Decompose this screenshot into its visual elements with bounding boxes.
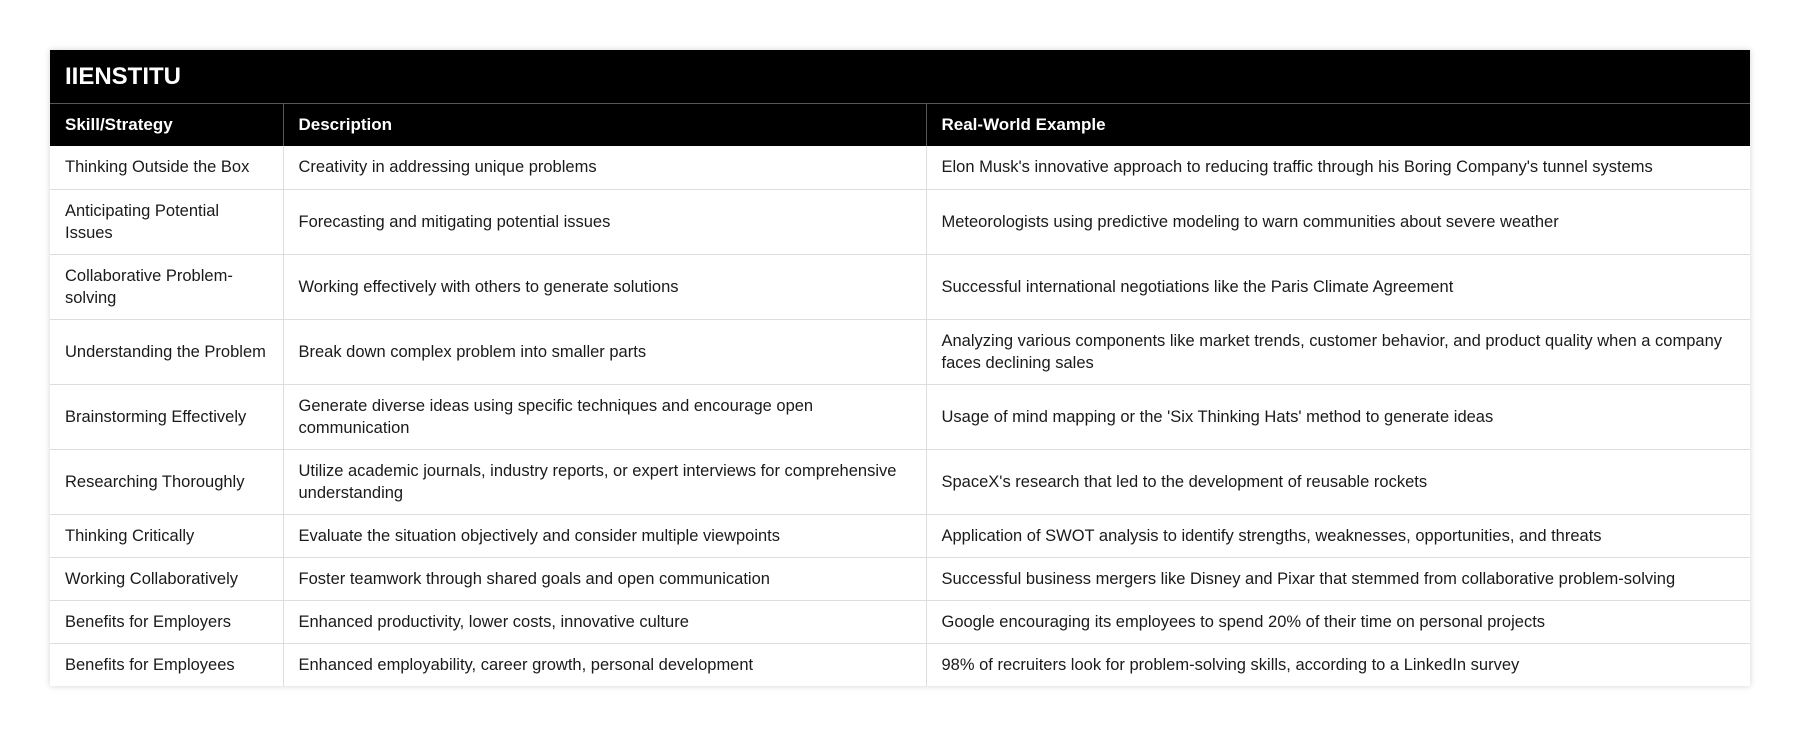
table-row (50, 146, 1750, 189)
cell-example: Elon Musk's innovative approach to reducing traffic through his Boring Company's tunnel systems (926, 146, 1750, 189)
table-row (50, 643, 1750, 686)
cell-description: Forecasting and mitigating potential issues (283, 189, 926, 254)
table-row (50, 189, 1750, 254)
cell-example: 98% of recruiters look for problem-solving skills, according to a LinkedIn survey (941, 655, 1520, 674)
table-row (50, 600, 1750, 643)
cell-example: Analyzing various components like market trends, customer behavior, and product quality when a company faces declining sales (926, 319, 1750, 384)
cell-description: Enhanced productivity, lower costs, innovative culture (283, 600, 926, 643)
cell-skill: Benefits for Employees (50, 643, 283, 686)
table-row (50, 384, 1750, 449)
cell-example: Usage of mind mapping or the 'Six Thinking Hats' method to generate ideas (926, 384, 1750, 449)
cell-example: Google encouraging its employees to spend 20% of their time on personal projects (926, 600, 1750, 643)
column-header-example: Real-World Example (926, 104, 1750, 146)
cell-skill: Anticipating Potential Issues (50, 189, 283, 254)
cell-description: Generate diverse ideas using specific techniques and encourage open communication (283, 384, 926, 449)
table-row (50, 449, 1750, 514)
skills-table-card (50, 50, 1750, 686)
table-header-row (50, 104, 1750, 146)
table-row (50, 319, 1750, 384)
cell-example: Meteorologists using predictive modeling to warn communities about severe weather (926, 189, 1750, 254)
cell-example: SpaceX's research that led to the development of reusable rockets (926, 449, 1750, 514)
cell-description: Working effectively with others to generate solutions (283, 254, 926, 319)
cell-skill: Brainstorming Effectively (50, 384, 283, 449)
cell-description: Creativity in addressing unique problems (283, 146, 926, 189)
cell-description: Evaluate the situation objectively and consider multiple viewpoints (283, 514, 926, 557)
cell-example: Successful business mergers like Disney and Pixar that stemmed from collaborative problem-solving (926, 557, 1750, 600)
cell-skill: Benefits for Employers (50, 600, 283, 643)
cell-example: Successful international negotiations like the Paris Climate Agreement (926, 254, 1750, 319)
cell-skill: Researching Thoroughly (50, 449, 283, 514)
cell-skill: Thinking Outside the Box (50, 146, 283, 189)
cell-skill: Thinking Critically (50, 514, 283, 557)
column-header-description: Description (283, 104, 926, 146)
cell-description: Break down complex problem into smaller parts (283, 319, 926, 384)
column-header-skill: Skill/Strategy (50, 104, 283, 146)
cell-skill: Working Collaboratively (50, 557, 283, 600)
cell-example: Application of SWOT analysis to identify strengths, weaknesses, opportunities, and threats (926, 514, 1750, 557)
cell-description: Utilize academic journals, industry reports, or expert interviews for comprehensive understanding (283, 449, 926, 514)
table-title: IIENSTITU (50, 50, 1750, 104)
table-row (50, 557, 1750, 600)
cell-description: Foster teamwork through shared goals and open communication (283, 557, 926, 600)
cell-skill: Collaborative Problem-solving (50, 254, 283, 319)
table-row (50, 254, 1750, 319)
cell-skill: Understanding the Problem (50, 319, 283, 384)
cell-description: Enhanced employability, career growth, personal development (283, 643, 926, 686)
table-row (50, 514, 1750, 557)
skills-table (50, 104, 1750, 686)
